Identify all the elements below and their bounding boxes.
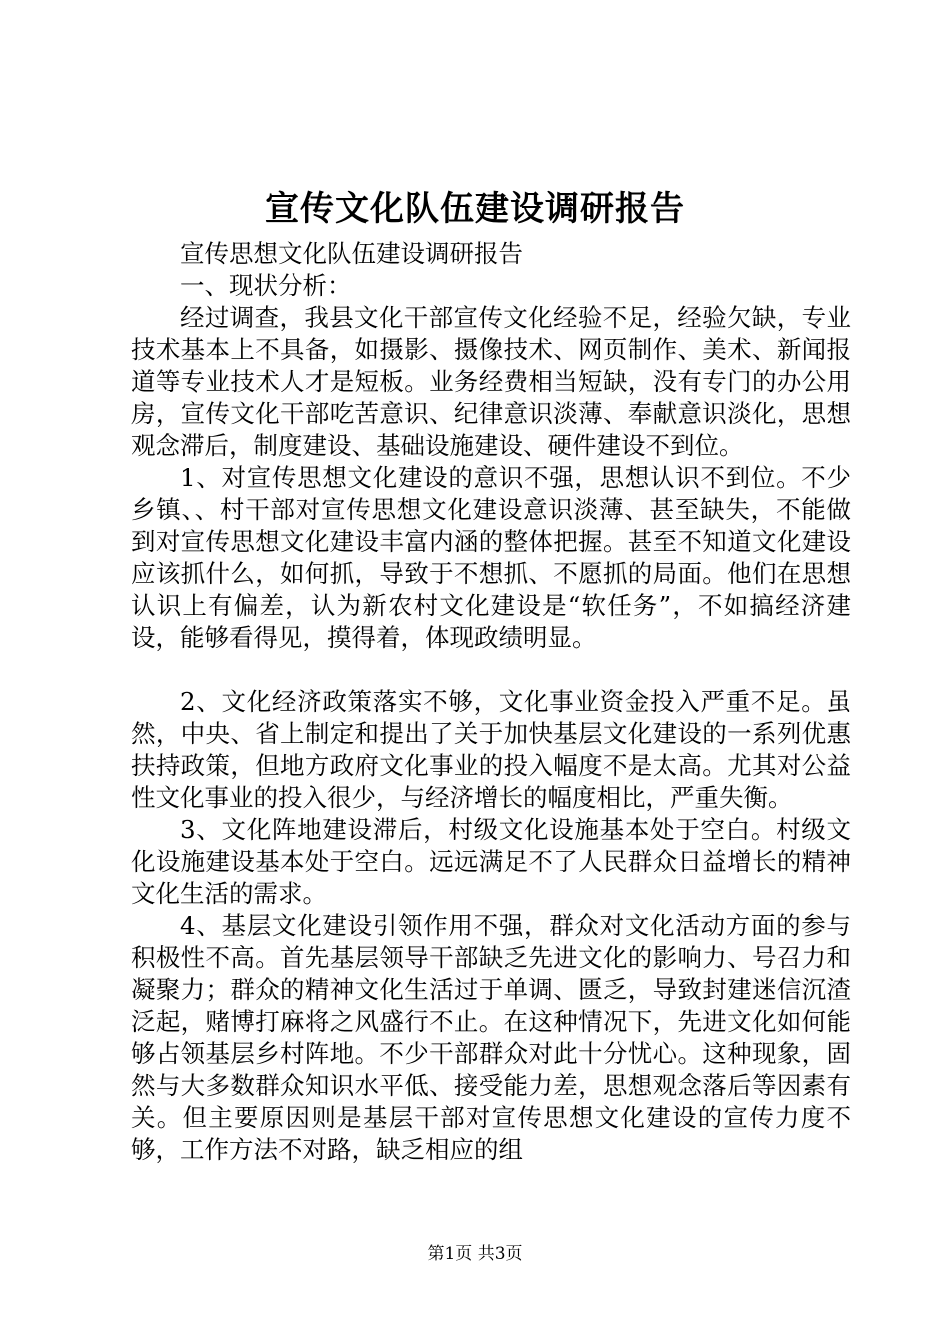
page-number: 第1页 共3页: [427, 1244, 523, 1264]
subtitle-paragraph: 宣传思想文化队伍建设调研报告: [180, 239, 523, 268]
body-paragraph: 3、文化阵地建设滞后，村级文化设施基本处于空白。村级文化设施建设基本处于空白。远远满足不了人民群众日益增长的精神文化生活的需求。: [131, 815, 851, 908]
body-paragraph: 经过调查，我县文化干部宣传文化经验不足，经验欠缺，专业技术基本上不具备，如摄影、摄像技术、网页制作、美术、新闻报道等专业技术人才是短板。业务经费相当短缺，没有专门的办公用房，宣传文化干部吃苦意识、纪律意识淡薄、奉献意识淡化，思想观念滞后，制度建设、基础设施建设、硬件建设不到位。: [131, 303, 851, 460]
body-paragraph: 4、基层文化建设引领作用不强，群众对文化活动方面的参与积极性不高。首先基层领导干部缺乏先进文化的影响力、号召力和凝聚力；群众的精神文化生活过于单调、匮乏，导致封建迷信沉渣泛起，赌博打麻将之风盛行不止。在这种情况下，先进文化如何能够占领基层乡村阵地。不少干部群众对此十分忧心。这种现象，固然与大多数群众知识水平低、接受能力差，思想观念落后等因素有关。但主要原因则是基层干部对宣传思想文化建设的宣传力度不够，工作方法不对路，缺乏相应的组: [131, 911, 851, 1164]
body-paragraph: 2、文化经济政策落实不够，文化事业资金投入严重不足。虽然，中央、省上制定和提出了关于加快基层文化建设的一系列优惠扶持政策，但地方政府文化事业的投入幅度不是太高。尤其对公益性文化事业的投入很少，与经济增长的幅度相比，严重失衡。: [131, 687, 851, 812]
document-title: 宣传文化队伍建设调研报告: [265, 189, 685, 229]
document-body: [131, 238, 851, 1166]
body-paragraph: 1、对宣传思想文化建设的意识不强，思想认识不到位。不少乡镇、、村干部对宣传思想文化建设意识淡薄、甚至缺失，不能做到对宣传思想文化建设丰富内涵的整体把握。甚至不知道文化建设应该抓什么，如何抓，导致于不想抓、不愿抓的局面。他们在思想认识上有偏差，认为新农村文化建设是“软任务”，不如搞经济建设，能够看得见，摸得着，体现政绩明显。: [131, 463, 851, 652]
section-heading: 一、现状分析：: [180, 271, 352, 300]
